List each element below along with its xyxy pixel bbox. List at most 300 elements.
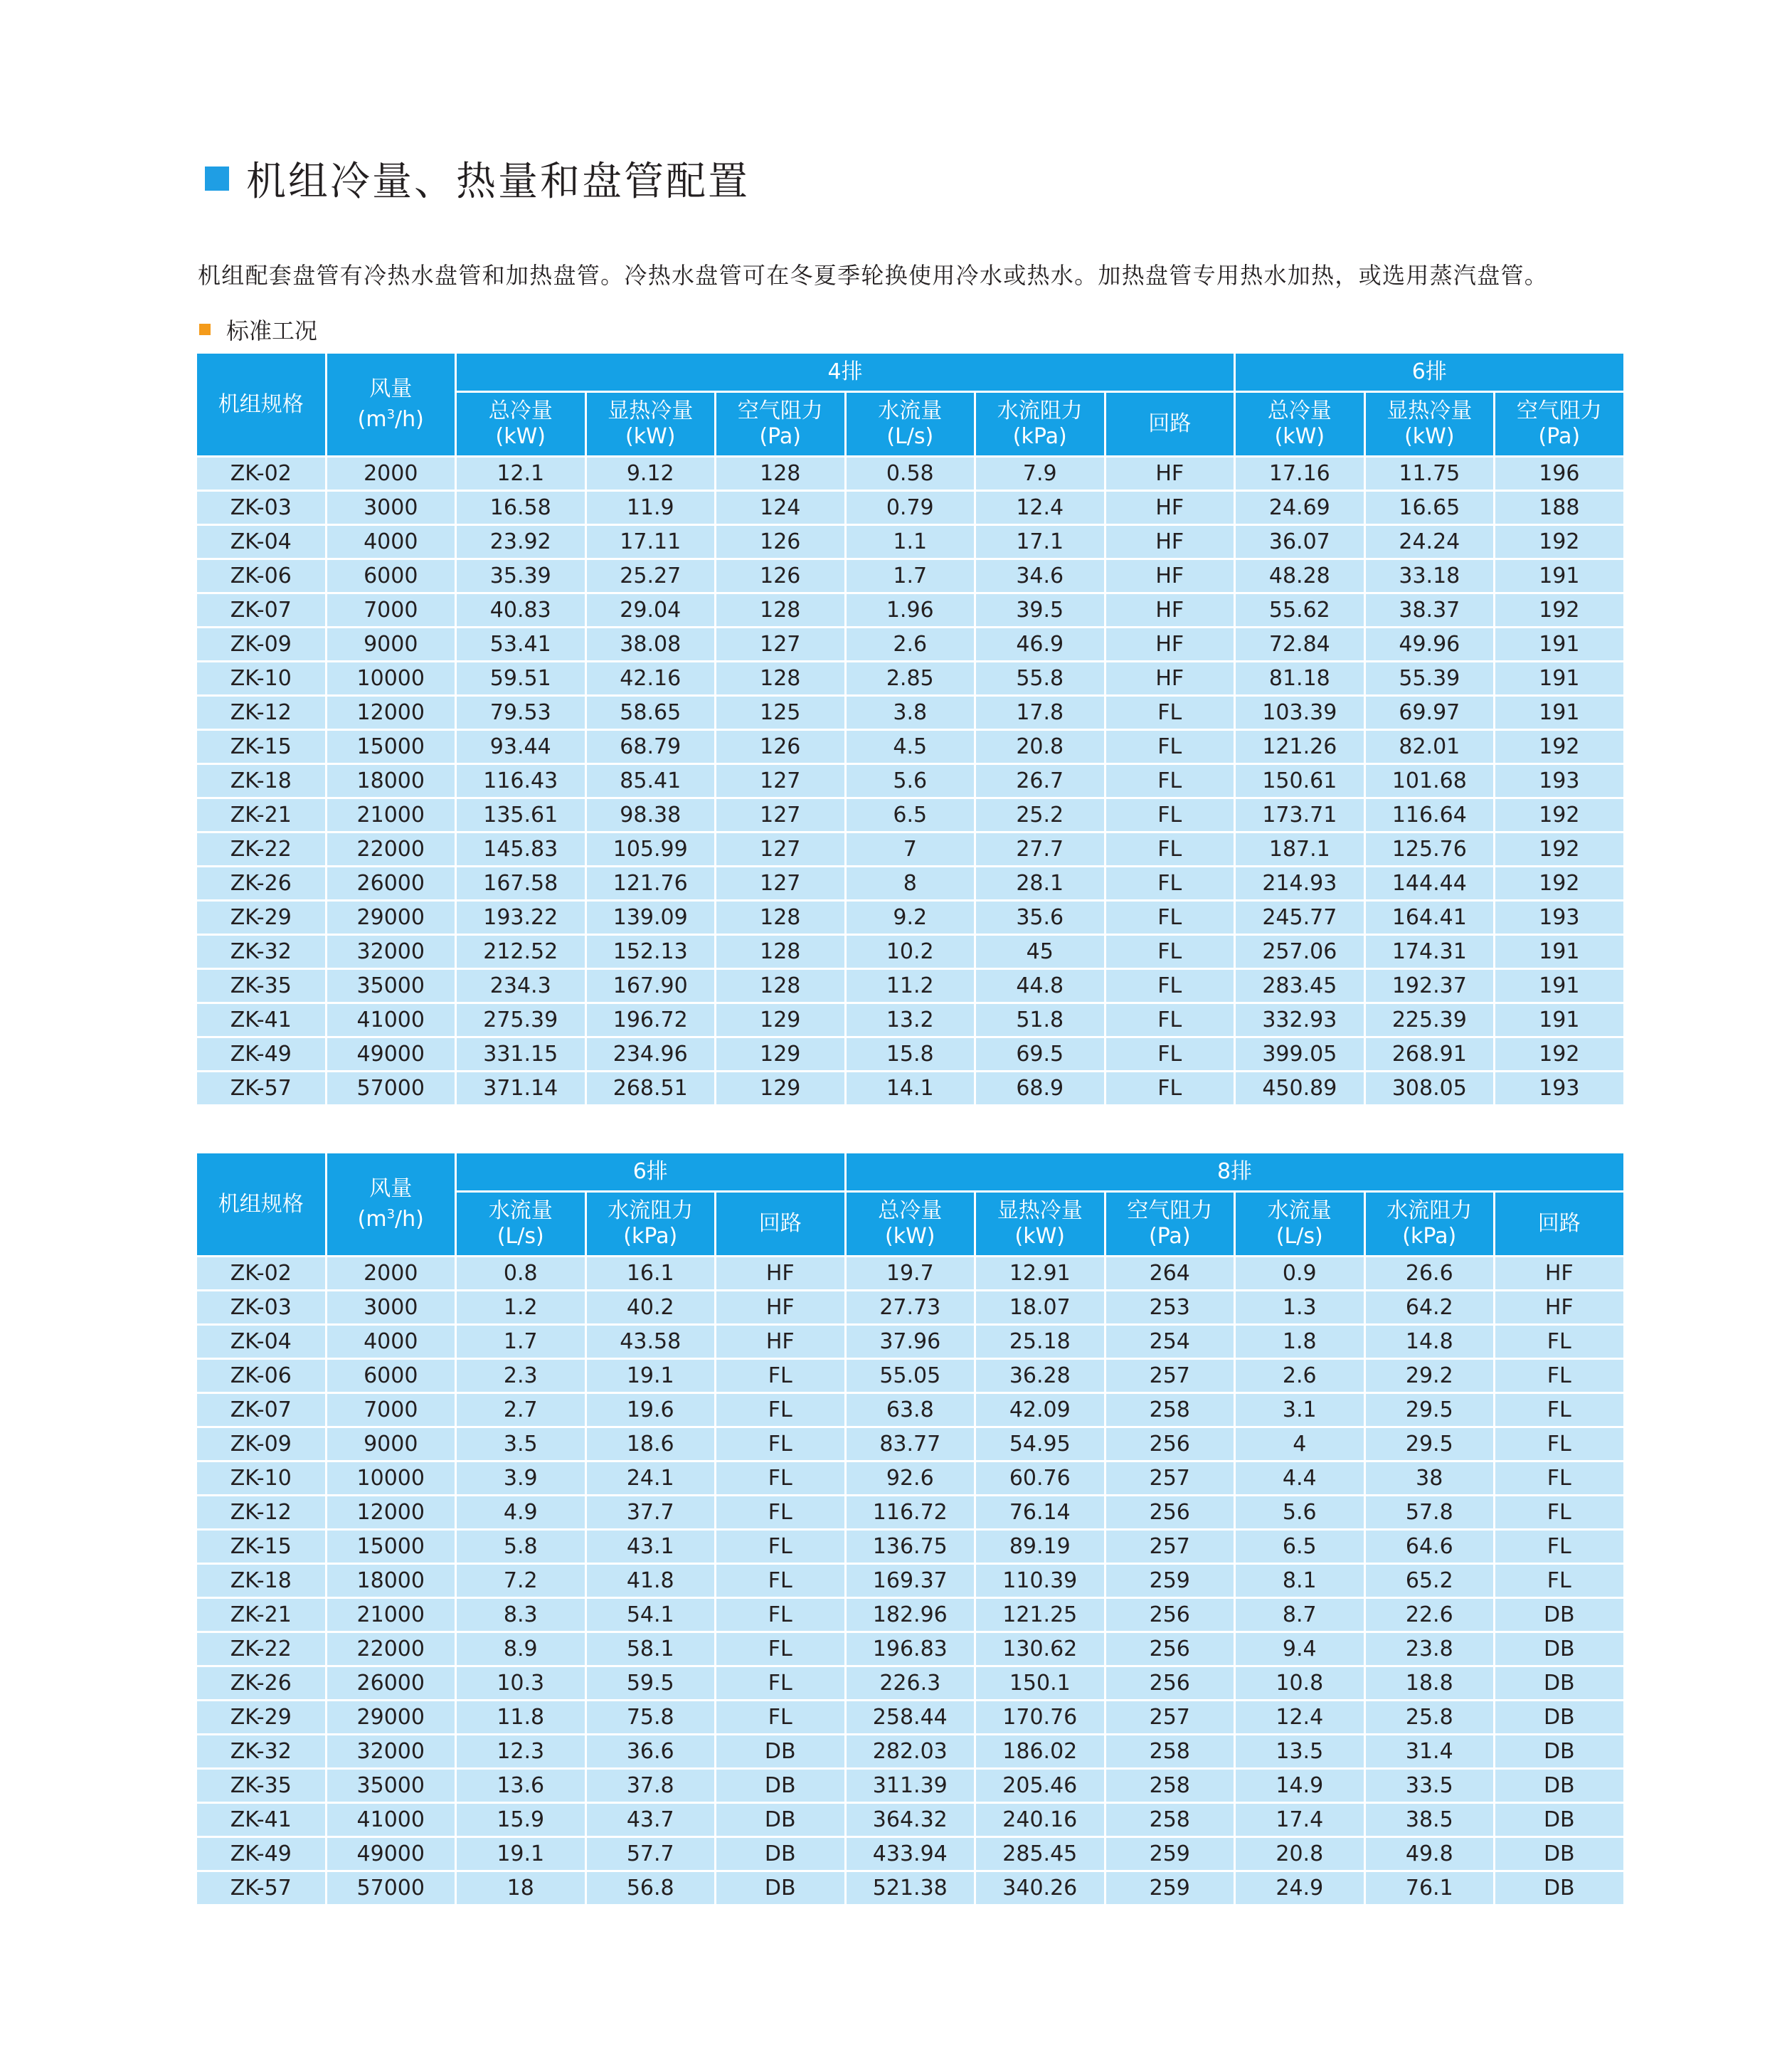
table-cell: 44.8 [975, 969, 1105, 1003]
table-cell: 433.94 [845, 1837, 975, 1871]
table-cell: ZK-15 [196, 1530, 327, 1564]
table-cell: 196.72 [585, 1003, 716, 1037]
table-cell: 15.8 [845, 1037, 975, 1072]
table-cell: 64.2 [1364, 1291, 1495, 1325]
table-cell: 191 [1495, 969, 1625, 1003]
table-cell: 28.1 [975, 867, 1105, 901]
table-cell: HF [1495, 1257, 1625, 1291]
table-cell: 258.44 [845, 1701, 975, 1735]
header-sub-unit: (Pa) [1148, 1224, 1191, 1249]
table-cell: 42.16 [585, 662, 716, 696]
table-cell: 128 [716, 457, 846, 491]
header-sub-unit: (kPa) [1012, 424, 1067, 449]
table-cell: 38.5 [1364, 1803, 1495, 1837]
table-cell: HF [1105, 457, 1235, 491]
table-cell: 150.1 [975, 1666, 1105, 1701]
table-cell: 51.8 [975, 1003, 1105, 1037]
header-sub-name: 水流阻力 [1386, 1198, 1473, 1223]
table-cell: 49000 [326, 1837, 456, 1871]
table-cell: 54.95 [975, 1427, 1105, 1462]
table-cell: FL [716, 1598, 846, 1632]
table-cell: 226.3 [845, 1666, 975, 1701]
section-label: 标准工况 [226, 317, 318, 344]
table-cell: 22.6 [1364, 1598, 1495, 1632]
intro-text: 机组配套盘管有冷热水盘管和加热盘管。冷热水盘管可在冬夏季轮换使用冷水或热水。加热盘管专用热水加热，或选用蒸汽盘管。 [198, 262, 1549, 289]
header-sub-0 [456, 392, 586, 457]
table-cell: 257.06 [1235, 935, 1365, 969]
table-cell: 283.45 [1235, 969, 1365, 1003]
table-cell: 259 [1105, 1564, 1235, 1598]
table-cell: 191 [1495, 628, 1625, 662]
table-cell: 205.46 [975, 1769, 1105, 1803]
table-cell: 3.8 [845, 696, 975, 730]
table-cell: 234.96 [585, 1037, 716, 1072]
table-cell: HF [1105, 593, 1235, 628]
table-row [196, 696, 1625, 730]
table-cell: 64.6 [1364, 1530, 1495, 1564]
table-cell: DB [1495, 1803, 1625, 1837]
table-cell: DB [1495, 1769, 1625, 1803]
table-cell: 41.8 [585, 1564, 716, 1598]
header-sub-unit: (L/s) [1276, 1224, 1323, 1249]
table-cell: 212.52 [456, 935, 586, 969]
table-row [196, 1291, 1625, 1325]
table-row [196, 1632, 1625, 1666]
table-cell: 150.61 [1235, 764, 1365, 798]
table-cell: 167.90 [585, 969, 716, 1003]
table-cell: FL [716, 1462, 846, 1496]
table-cell: 24.69 [1235, 491, 1365, 525]
header-sub-name: 总冷量 [488, 398, 553, 423]
table-cell: 57.8 [1364, 1496, 1495, 1530]
table-cell: 36.6 [585, 1735, 716, 1769]
table-cell: ZK-21 [196, 798, 327, 832]
table-cell: FL [716, 1393, 846, 1427]
table-cell: ZK-09 [196, 1427, 327, 1462]
section-square-icon [199, 324, 211, 335]
table-cell: 12.4 [1235, 1701, 1365, 1735]
table-cell: 5.8 [456, 1530, 586, 1564]
table-cell: ZK-32 [196, 935, 327, 969]
table-cell: 3.1 [1235, 1393, 1365, 1427]
table-cell: 103.39 [1235, 696, 1365, 730]
table-cell: ZK-06 [196, 1359, 327, 1393]
table-cell: 31.4 [1364, 1735, 1495, 1769]
table-cell: ZK-04 [196, 1325, 327, 1359]
table-cell: 9.2 [845, 901, 975, 935]
table-cell: 57000 [326, 1072, 456, 1106]
table-cell: FL [1105, 1037, 1235, 1072]
table-cell: FL [1495, 1496, 1625, 1530]
table-cell: 26000 [326, 867, 456, 901]
table-cell: 59.5 [585, 1666, 716, 1701]
table-cell: 12.3 [456, 1735, 586, 1769]
table-cell: 8.3 [456, 1598, 586, 1632]
table-cell: 6000 [326, 1359, 456, 1393]
table-cell: ZK-49 [196, 1037, 327, 1072]
table-cell: DB [1495, 1837, 1625, 1871]
header-model: 机组规格 [196, 353, 327, 457]
table-cell: 25.27 [585, 559, 716, 593]
table-cell: 35.39 [456, 559, 586, 593]
table-cell: FL [1495, 1393, 1625, 1427]
table-cell: 36.07 [1235, 525, 1365, 559]
table-cell: DB [1495, 1871, 1625, 1906]
table-cell: 13.6 [456, 1769, 586, 1803]
table-cell: 285.45 [975, 1837, 1105, 1871]
header-airflow-name: 风量 [369, 1176, 413, 1201]
table-cell: 43.58 [585, 1325, 716, 1359]
table-cell: HF [1495, 1291, 1625, 1325]
table-cell: 33.5 [1364, 1769, 1495, 1803]
table-cell: 4000 [326, 1325, 456, 1359]
table-row [196, 764, 1625, 798]
header-sub-unit: (L/s) [497, 1224, 544, 1249]
table-cell: 38 [1364, 1462, 1495, 1496]
table-cell: DB [716, 1803, 846, 1837]
table-cell: ZK-09 [196, 628, 327, 662]
table-cell: 182.96 [845, 1598, 975, 1632]
table-cell: 0.79 [845, 491, 975, 525]
table-cell: 245.77 [1235, 901, 1365, 935]
table-cell: 129 [716, 1037, 846, 1072]
table-cell: FL [1495, 1359, 1625, 1393]
table-row [196, 1427, 1625, 1462]
table-cell: 196.83 [845, 1632, 975, 1666]
header-sub-name: 空气阻力 [1516, 398, 1602, 423]
table-cell: 12.4 [975, 491, 1105, 525]
table-cell: 26000 [326, 1666, 456, 1701]
table-cell: 11.8 [456, 1701, 586, 1735]
table-cell: 38.08 [585, 628, 716, 662]
table-row [196, 1735, 1625, 1769]
table-cell: 450.89 [1235, 1072, 1365, 1106]
table-cell: ZK-18 [196, 764, 327, 798]
table-cell: 331.15 [456, 1037, 586, 1072]
header-airflow-unit: $(m^3/h)$ [357, 407, 424, 432]
table-cell: 257 [1105, 1701, 1235, 1735]
header-group-6-row: 6排 [456, 1153, 846, 1192]
table-cell: 26.6 [1364, 1257, 1495, 1291]
table-cell: 12000 [326, 1496, 456, 1530]
header-sub-7 [1364, 1192, 1495, 1257]
header-sub-unit: (kW) [1404, 424, 1455, 449]
header-sub-name: 空气阻力 [1127, 1198, 1213, 1223]
table-cell: 35000 [326, 969, 456, 1003]
table-cell: 101.68 [1364, 764, 1495, 798]
table-cell: 69.97 [1364, 696, 1495, 730]
table-row [196, 1072, 1625, 1106]
table-cell: 29.5 [1364, 1427, 1495, 1462]
table-cell: 7 [845, 832, 975, 867]
table-cell: HF [1105, 525, 1235, 559]
table-cell: 29.2 [1364, 1359, 1495, 1393]
table-cell: 12.1 [456, 457, 586, 491]
table-cell: 20.8 [975, 730, 1105, 764]
table-cell: 37.8 [585, 1769, 716, 1803]
table-cell: 1.8 [1235, 1325, 1365, 1359]
table-cell: 19.7 [845, 1257, 975, 1291]
table-cell: 2000 [326, 457, 456, 491]
table-cell: 14.9 [1235, 1769, 1365, 1803]
table-cell: 29000 [326, 1701, 456, 1735]
table-cell: 124 [716, 491, 846, 525]
table-cell: 16.58 [456, 491, 586, 525]
table-cell: FL [1495, 1530, 1625, 1564]
table-cell: 268.91 [1364, 1037, 1495, 1072]
table-cell: 25.18 [975, 1325, 1105, 1359]
table-cell: 40.83 [456, 593, 586, 628]
table-cell: 170.76 [975, 1701, 1105, 1735]
title-square-icon [205, 166, 229, 191]
table-cell: 43.1 [585, 1530, 716, 1564]
table-cell: 29000 [326, 901, 456, 935]
table-cell: 332.93 [1235, 1003, 1365, 1037]
table-cell: 128 [716, 901, 846, 935]
table-cell: 18000 [326, 1564, 456, 1598]
table-cell: ZK-04 [196, 525, 327, 559]
table-cell: 59.51 [456, 662, 586, 696]
table-row [196, 628, 1625, 662]
table-cell: 139.09 [585, 901, 716, 935]
table-cell: FL [1105, 764, 1235, 798]
table-cell: 193 [1495, 901, 1625, 935]
table-cell: 127 [716, 832, 846, 867]
table-cell: 3000 [326, 491, 456, 525]
table-cell: 191 [1495, 1003, 1625, 1037]
table-cell: 193 [1495, 1072, 1625, 1106]
table-row [196, 1564, 1625, 1598]
table-cell: 2.7 [456, 1393, 586, 1427]
table-cell: ZK-41 [196, 1003, 327, 1037]
table-cell: 268.51 [585, 1072, 716, 1106]
table-row [196, 1359, 1625, 1393]
table-cell: 82.01 [1364, 730, 1495, 764]
table-cell: 60.76 [975, 1462, 1105, 1496]
table-cell: 188 [1495, 491, 1625, 525]
table-cell: 16.65 [1364, 491, 1495, 525]
table-cell: FL [1105, 832, 1235, 867]
table-cell: 135.61 [456, 798, 586, 832]
table-cell: 18 [456, 1871, 586, 1906]
header-group-4-row: 4排 [456, 353, 1235, 392]
table-cell: 256 [1105, 1496, 1235, 1530]
table-cell: 75.8 [585, 1701, 716, 1735]
header-sub-name: 回路 [758, 1211, 802, 1236]
table-row [196, 1257, 1625, 1291]
table-cell: 49.96 [1364, 628, 1495, 662]
table-cell: 18.07 [975, 1291, 1105, 1325]
header-sub-name: 回路 [1148, 411, 1192, 436]
table-cell: HF [1105, 559, 1235, 593]
table-cell: 49.8 [1364, 1837, 1495, 1871]
table-row [196, 1003, 1625, 1037]
table-cell: DB [1495, 1735, 1625, 1769]
table-cell: 41000 [326, 1803, 456, 1837]
header-airflow [326, 1153, 456, 1257]
table-cell: 0.9 [1235, 1257, 1365, 1291]
table-cell: 126 [716, 559, 846, 593]
table-cell: 2.85 [845, 662, 975, 696]
table-cell: 256 [1105, 1598, 1235, 1632]
table-cell: 12.91 [975, 1257, 1105, 1291]
table-cell: 56.8 [585, 1871, 716, 1906]
table-cell: 257 [1105, 1530, 1235, 1564]
table-cell: 32000 [326, 935, 456, 969]
table-cell: FL [716, 1427, 846, 1462]
table-cell: 0.58 [845, 457, 975, 491]
table-cell: 12000 [326, 696, 456, 730]
table-cell: 234.3 [456, 969, 586, 1003]
table-cell: 37.96 [845, 1325, 975, 1359]
header-group-8-row: 8排 [845, 1153, 1624, 1192]
table-cell: 4.4 [1235, 1462, 1365, 1496]
table-row [196, 867, 1625, 901]
table-cell: 187.1 [1235, 832, 1365, 867]
table-cell: 3000 [326, 1291, 456, 1325]
table-row [196, 559, 1625, 593]
table-cell: 144.44 [1364, 867, 1495, 901]
table-cell: DB [1495, 1701, 1625, 1735]
table-cell: 6000 [326, 559, 456, 593]
header-sub-name: 显热冷量 [608, 398, 694, 423]
table-cell: ZK-10 [196, 1462, 327, 1496]
table-cell: HF [1105, 628, 1235, 662]
table-cell: 254 [1105, 1325, 1235, 1359]
table-cell: FL [716, 1496, 846, 1530]
header-airflow-unit: $(m^3/h)$ [357, 1207, 424, 1232]
table-cell: 128 [716, 935, 846, 969]
table-cell: 121.25 [975, 1598, 1105, 1632]
table-cell: 9000 [326, 1427, 456, 1462]
table-cell: 42.09 [975, 1393, 1105, 1427]
table-cell: ZK-02 [196, 457, 327, 491]
table-cell: ZK-35 [196, 1769, 327, 1803]
table-cell: 169.37 [845, 1564, 975, 1598]
table-cell: FL [1105, 935, 1235, 969]
table-cell: 98.38 [585, 798, 716, 832]
table-cell: 17.4 [1235, 1803, 1365, 1837]
table-cell: FL [716, 1632, 846, 1666]
table-cell: ZK-22 [196, 832, 327, 867]
header-sub-unit: (kW) [1014, 1224, 1065, 1249]
table-cell: 55.39 [1364, 662, 1495, 696]
table-cell: 11.2 [845, 969, 975, 1003]
table-cell: 15000 [326, 730, 456, 764]
table-cell: 258 [1105, 1735, 1235, 1769]
table-cell: 2.3 [456, 1359, 586, 1393]
table-cell: 2.6 [845, 628, 975, 662]
table-cell: 55.8 [975, 662, 1105, 696]
header-sub-name: 空气阻力 [737, 398, 823, 423]
table-cell: 174.31 [1364, 935, 1495, 969]
table-cell: 69.5 [975, 1037, 1105, 1072]
table-cell: 40.2 [585, 1291, 716, 1325]
table-cell: 58.1 [585, 1632, 716, 1666]
table-cell: 26.7 [975, 764, 1105, 798]
table-row [196, 1598, 1625, 1632]
header-sub-0 [456, 1192, 586, 1257]
table-cell: 24.24 [1364, 525, 1495, 559]
table-cell: 275.39 [456, 1003, 586, 1037]
table-cell: 7000 [326, 1393, 456, 1427]
header-sub-3 [845, 392, 975, 457]
table-cell: 308.05 [1364, 1072, 1495, 1106]
table-cell: 18.8 [1364, 1666, 1495, 1701]
header-sub-name: 回路 [1537, 1211, 1581, 1236]
table-cell: 15000 [326, 1530, 456, 1564]
table-cell: 9.4 [1235, 1632, 1365, 1666]
table-cell: 129 [716, 1003, 846, 1037]
table-cell: 25.8 [1364, 1701, 1495, 1735]
table-cell: 2.6 [1235, 1359, 1365, 1393]
table-cell: 41000 [326, 1003, 456, 1037]
table-cell: 4.5 [845, 730, 975, 764]
table-cell: 126 [716, 730, 846, 764]
table-cell: 257 [1105, 1359, 1235, 1393]
table-cell: 0.8 [456, 1257, 586, 1291]
table-cell: 192 [1495, 798, 1625, 832]
header-sub-name: 水流阻力 [608, 1198, 694, 1223]
table-cell: 264 [1105, 1257, 1235, 1291]
table-cell: 127 [716, 764, 846, 798]
table-row [196, 1803, 1625, 1837]
table-cell: 192.37 [1364, 969, 1495, 1003]
table-cell: 8 [845, 867, 975, 901]
table-cell: 6.5 [845, 798, 975, 832]
header-sub-2 [716, 1192, 846, 1257]
table-cell: 399.05 [1235, 1037, 1365, 1072]
table-cell: 23.92 [456, 525, 586, 559]
header-sub-8 [1495, 392, 1625, 457]
table-cell: 43.7 [585, 1803, 716, 1837]
table-cell: ZK-57 [196, 1072, 327, 1106]
table-cell: FL [1105, 798, 1235, 832]
header-group-6-row: 6排 [1235, 353, 1625, 392]
table-cell: 21000 [326, 798, 456, 832]
table-cell: 258 [1105, 1769, 1235, 1803]
table-cell: 4000 [326, 525, 456, 559]
table-cell: 1.96 [845, 593, 975, 628]
table-cell: 19.1 [585, 1359, 716, 1393]
table-cell: 17.16 [1235, 457, 1365, 491]
table-cell: 192 [1495, 730, 1625, 764]
table-cell: 521.38 [845, 1871, 975, 1906]
table-cell: 68.9 [975, 1072, 1105, 1106]
table-cell: 13.2 [845, 1003, 975, 1037]
table-row [196, 1837, 1625, 1871]
header-sub-1 [585, 1192, 716, 1257]
table-row [196, 1666, 1625, 1701]
table-cell: ZK-32 [196, 1735, 327, 1769]
header-sub-5 [1105, 392, 1235, 457]
table-cell: 240.16 [975, 1803, 1105, 1837]
header-sub-unit: (kW) [625, 424, 676, 449]
table-cell: 16.1 [585, 1257, 716, 1291]
table-cell: 8.1 [1235, 1564, 1365, 1598]
page-title: 机组冷量、热量和盘管配置 [246, 159, 750, 205]
table-cell: 129 [716, 1072, 846, 1106]
table-row [196, 901, 1625, 935]
header-airflow-name: 风量 [369, 376, 413, 401]
table-cell: 214.93 [1235, 867, 1365, 901]
table-cell: ZK-57 [196, 1871, 327, 1906]
table-cell: 258 [1105, 1803, 1235, 1837]
table-cell: 32000 [326, 1735, 456, 1769]
table-cell: ZK-35 [196, 969, 327, 1003]
table-cell: 81.18 [1235, 662, 1365, 696]
table-cell: ZK-10 [196, 662, 327, 696]
